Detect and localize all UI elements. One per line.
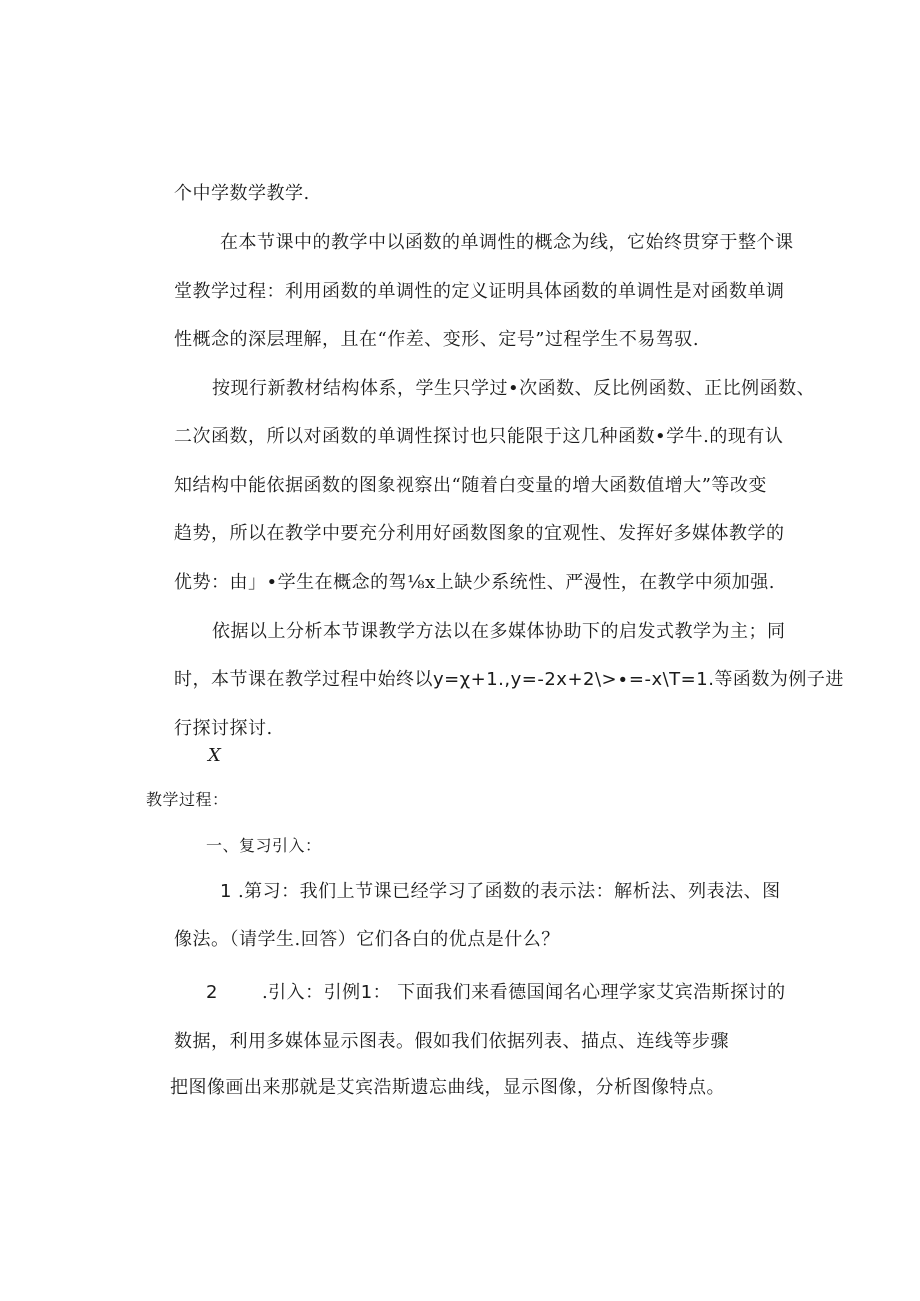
paragraph-2-line-4: 趋势，所以在教学中要充分利用好函数图象的宜观性、发挥好多媒体教学的 <box>174 523 785 544</box>
paragraph-2-line-5: 优势：由」•学生在概念的驾⅛x上缺少系统性、严漫性，在教学中须加强. <box>174 572 775 593</box>
stray-x-mark: X <box>208 745 222 766</box>
paragraph-2-line-3: 知结构中能依据函数的图象视察出“随着白变量的增大函数值增大”等改变 <box>174 475 767 496</box>
paragraph-1-line-3: 性概念的深层理解，且在“作差、变形、定号”过程学生不易驾驭. <box>174 329 700 350</box>
item-1-number: 1 <box>220 881 232 902</box>
item-2-text-a: .引入：引例 <box>261 982 361 1003</box>
item-2-line-2: 数据，利用多媒体显示图表。假如我们依据列表、描点、连线等步骤 <box>174 1031 729 1052</box>
formula-inline: y=χ+1.,y=-2x+2\>∙=-x\T=1. <box>433 669 715 690</box>
paragraph-3-line-3: 行探讨探讨. <box>174 718 273 739</box>
paragraph-1-line-2: 堂教学过程：利用函数的单调性的定义证明具体函数的单调性是对函数单调 <box>174 281 785 302</box>
paragraph-0-line-1: 个中学数学教学. <box>174 183 310 204</box>
item-2-line-3: 把图像画出来那就是艾宾浩斯遗忘曲线，显示图像，分析图像特点。 <box>170 1077 725 1098</box>
paragraph-3-line-2-text-a: 时，本节课在教学过程中始终以 <box>174 669 433 690</box>
paragraph-1-line-1: 在本节课中的教学中以函数的单调性的概念为线，它始终贯穿于整个课 <box>220 232 794 253</box>
paragraph-2-line-2: 二次函数，所以对函数的单调性探讨也只能限于这几种函数•学牛.的现有认 <box>174 426 784 447</box>
item-1-text: .第习：我们上节课已经学习了函数的表示法：解析法、列表法、图 <box>237 881 781 902</box>
paragraph-3-line-2 <box>174 668 844 692</box>
item-2-number: 2 <box>206 982 218 1003</box>
paragraph-2-line-1: 按现行新教材结构体系，学生只学过•次函数、反比例函数、正比例函数、 <box>212 378 816 399</box>
paragraph-3-line-1: 依据以上分析本节课教学方法以在多媒体协助下的启发式教学为主；同 <box>212 621 786 642</box>
item-2-line-1 <box>206 981 786 1005</box>
subsection-review: 一、复习引入： <box>206 836 322 855</box>
item-2-text-c: 下面我们来看德国闻名心理学家艾宾浩斯探讨的 <box>397 982 786 1003</box>
item-1-line-2: 像法。（请学生.回答）它们各白的优点是什么？ <box>174 929 560 950</box>
section-title: 教学过程： <box>146 790 229 809</box>
item-1-line-1 <box>220 880 781 904</box>
paragraph-3-line-2-text-c: 等函数为例子进 <box>714 669 844 690</box>
item-2-example-num: 1： <box>360 982 392 1003</box>
